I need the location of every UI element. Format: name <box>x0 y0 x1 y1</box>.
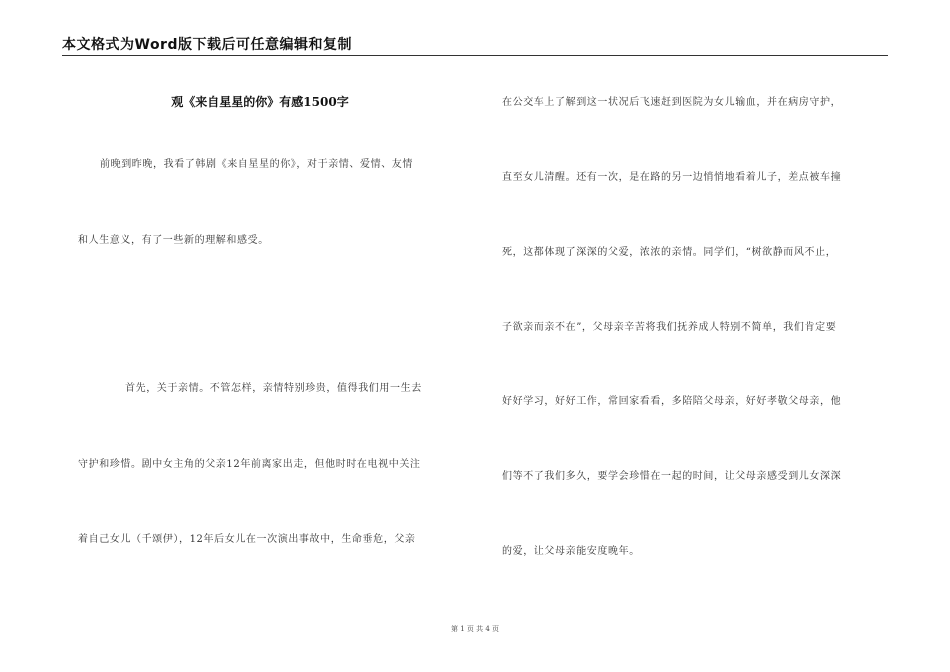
paragraph-line: 子欲亲而亲不在”，父母亲辛苦将我们抚养成人特别不简单，我们肯定要 <box>502 322 837 333</box>
paragraph-line: 着自己女儿（千颂伊），12年后女儿在一次演出事故中，生命垂危，父亲 <box>78 534 416 545</box>
paragraph-line: 好好学习，好好工作，常回家看看，多陪陪父母亲，好好孝敬父母亲，他 <box>502 396 842 407</box>
paragraph-line: 守护和珍惜。剧中女主角的父亲12年前离家出走，但他时时在电视中关注 <box>78 459 421 470</box>
paragraph-line: 们等不了我们多久，要学会珍惜在一起的时间，让父母亲感受到儿女深深 <box>502 471 842 482</box>
header-divider <box>62 55 888 56</box>
paragraph-line: 和人生意义，有了一些新的理解和感受。 <box>78 235 269 246</box>
paragraph-line: 的爱，让父母亲能安度晚年。 <box>502 546 640 557</box>
page-number: 第 1 页 共 4 页 <box>450 625 500 633</box>
paragraph-line: 首先，关于亲情。不管怎样，亲情特别珍贵，值得我们用一生去 <box>125 383 422 394</box>
paragraph-line: 死，这都体现了深深的父爱，浓浓的亲情。同学们，“树欲静而风不止， <box>502 247 837 258</box>
paragraph-line: 前晚到昨晚，我看了韩剧《来自星星的你》，对于亲情、爱情、友情 <box>100 159 413 170</box>
paragraph-line: 在公交车上了解到这一状况后飞速赶到医院为女儿输血，并在病房守护， <box>502 97 842 108</box>
document-header: 本文格式为Word版下载后可任意编辑和复制 <box>62 37 352 53</box>
paragraph-line: 直至女儿清醒。还有一次，是在路的另一边悄悄地看着儿子，差点被车撞 <box>502 172 842 183</box>
document-title: 观《来自星星的你》有感1500字 <box>171 95 349 109</box>
